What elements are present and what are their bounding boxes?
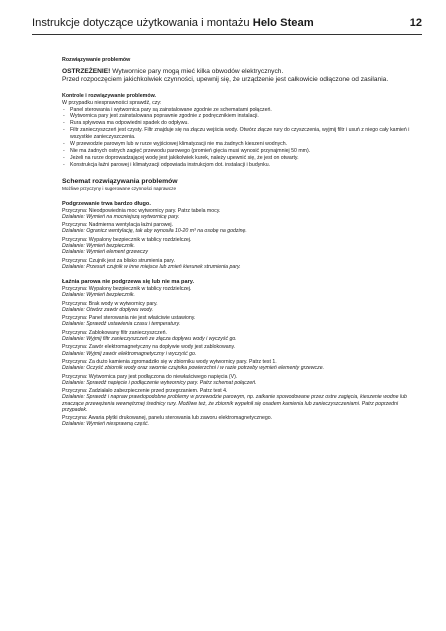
page-number: 12 xyxy=(409,17,422,29)
schema-title: Schemat rozwiązywania problemów xyxy=(62,177,178,185)
cause-text: Przyczyna: Wypalony bezpiecznik w tablicy rozdzielczej. xyxy=(62,236,192,243)
cause-text: Przyczyna: Czujnik jest za blisko strumienia pary. xyxy=(62,257,175,264)
action-text: Działanie: Sprawdź i napraw prawdopodobne problemy w przewodzie parowym, np. zatkanie spowodowane przez ostre zagięcia, kieszenie wodne lub znaczące przewężenia wewnętrznej średnicy rury. Możliwe też, że zbiornik wypełnił się osadem kamienia lub zanieczyszczeniami. Patrz poprzedni przypadek. xyxy=(62,394,407,413)
checks-intro: W przypadku niesprawności sprawdź, czy: xyxy=(62,100,162,106)
check-item: - Panel sterowania i wytwornica pary są zainstalowane zgodnie ze schematami połączeń. xyxy=(62,107,422,114)
action-text: Działanie: Sprawdź napięcie i podłączenie wytwornicy pary. Patrz schemat połączeń. xyxy=(62,379,257,386)
check-item: - Konstrukcja łaźni parowej i klimatyzacji odpowiada instrukcjom dot. instalacji i budynku. xyxy=(62,162,422,169)
cause-text: Przyczyna: Nadmierna wentylacja łaźni parowej. xyxy=(62,222,174,229)
cause-text: Przyczyna: Za dużo kamienia zgromadziło się w zbiorniku wody wytwornicy pary. Patrz test 1. xyxy=(62,359,277,366)
cause-text: Przyczyna: Zadziałało zabezpieczenie przed przegrzaniem. Patrz test 4. xyxy=(62,388,228,395)
problem-heading-slow-heating: Podgrzewanie trwa bardzo długo. xyxy=(62,200,151,207)
check-item: - Nie ma żadnych ostrych zagięć przewodu parowego (promień gięcia musi wynosić przynajmniej 50 mm). xyxy=(62,148,422,155)
cause-text: Przyczyna: Brak wody w wytwornicy pary. xyxy=(62,300,158,307)
action-text: Działanie: Wymień na mocniejszą wytwornicę pary. xyxy=(62,213,180,220)
warning-paragraph xyxy=(62,68,422,76)
schema-subtitle: Możliwe przyczyny i sugerowane czynności naprawcze xyxy=(62,185,177,191)
action-text: Działanie: Przesuń czujnik w inne miejsce lub zmień kierunek strumienia pary. xyxy=(62,263,241,270)
action-text: Działanie: Wymień bezpiecznik. xyxy=(62,243,135,250)
action-text: Działanie: Ogranicz wentylację, tak aby wynosiła 10-20 m³ na osobę na godzinę. xyxy=(62,228,247,235)
check-item: - Rura spływowa ma odpowiedni spadek do odpływu. xyxy=(62,120,422,127)
section-heading-troubleshooting: Rozwiązywanie problemów xyxy=(62,57,131,63)
header-title-text: Instrukcje dotyczące użytkowania i montażu xyxy=(32,17,250,29)
warning-label: OSTRZEŻENIE! xyxy=(62,68,111,75)
check-item: - Jeżeli na rurze doprowadzającej wodę jest jakikolwiek kurek, należy upewnić się, że jest on otwarty. xyxy=(62,155,422,162)
cause-text: Przyczyna: Awaria płytki drukowanej, panelu sterowania lub zaworu elektromagnetycznego. xyxy=(62,415,273,422)
cause-text: Przyczyna: Panel sterowania nie jest właściwie ustawiony. xyxy=(62,315,196,322)
warning-text: Wytwornice pary mogą mieć kilka obwodów elektrycznych. xyxy=(112,68,284,75)
cause-text: Przyczyna: Wypalony bezpiecznik w tablicy rozdzielczej. xyxy=(62,286,192,293)
action-text: Działanie: Wyjmij filtr zanieczyszczeń ze złącza dopływu wody i wyczyść go. xyxy=(62,336,237,343)
action-text: Działanie: Wyjmij zawór elektromagnetyczny i wyczyść go. xyxy=(62,350,197,357)
section-heading-checks: Kontrole i rozwiązywanie problemów. xyxy=(62,93,156,99)
problem-heading-no-steam: Łaźnia parowa nie podgrzewa się lub nie ma pary. xyxy=(62,279,195,286)
warning-text-2: Przed rozpoczęciem jakichkolwiek czynności, upewnij się, że urządzenie jest całkowicie odłączone od zasilania. xyxy=(62,76,389,83)
cause-text: Przyczyna: Zawór elektromagnetyczny na dopływie wody jest zablokowany. xyxy=(62,344,236,351)
cause-text: Przyczyna: Zablokowany filtr zanieczyszczeń. xyxy=(62,329,167,336)
header-brand: Helo Steam xyxy=(252,17,314,29)
page-header xyxy=(32,10,422,35)
action-text: Działanie: Wymień bezpiecznik. xyxy=(62,292,135,299)
header-title xyxy=(32,17,314,34)
check-item: - Wytwornica pary jest zainstalowana poprawnie zgodnie z podręcznikiem instalacji. xyxy=(62,113,422,120)
action-text: Działanie: Otwórz zawór dopływu wody. xyxy=(62,306,154,313)
cause-text: Przyczyna: Nieodpowiednia moc wytwornicy pary. Patrz tabela mocy. xyxy=(62,207,221,214)
page-content xyxy=(62,57,422,428)
action-text: Działanie: Wymień niesprawną część. xyxy=(62,421,150,428)
action-text: Działanie: Sprawdź ustawienia czasu i temperatury. xyxy=(62,321,181,328)
check-item: - Filtr zanieczyszczeń jest czysty. Filtr znajduje się na złączu wejścia wody. Otwórz złącze rury do czyszczenia, wyjmij filtr i usuń z niego cały kamień i wszystkie zanieczyszczenia. xyxy=(62,127,422,141)
action-text: Działanie: Wymień element grzewczy xyxy=(62,249,148,256)
cause-text: Przyczyna: Wytwornica pary jest podłączona do niewłaściwego napięcia (V). xyxy=(62,373,238,380)
check-item: - W przewodzie parowym lub w rurze wyjściowej klimatyzacji nie ma żadnych kieszeni wodnych. xyxy=(62,141,422,148)
action-text: Działanie: Oczyść zbiornik wody oraz swornie czujnika powierzchni i w razie potrzeby wymień elementy grzewcze. xyxy=(62,365,325,372)
